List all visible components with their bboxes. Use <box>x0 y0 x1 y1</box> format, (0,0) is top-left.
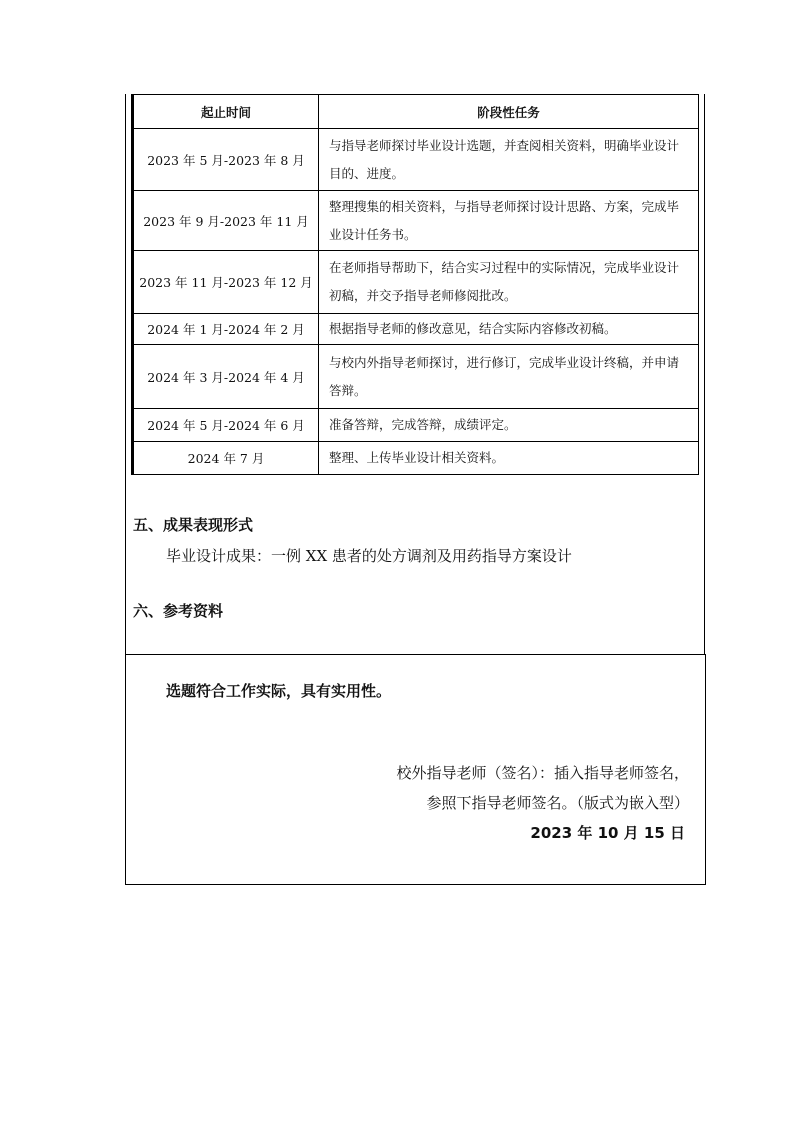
table-header-row <box>134 95 699 129</box>
table-row <box>134 409 699 442</box>
table-row <box>134 345 699 409</box>
results-description: 毕业设计成果：一例 XX 患者的处方调剂及用药指导方案设计 <box>166 547 572 565</box>
task-cell: 根据指导老师的修改意见，结合实际内容修改初稿。 <box>319 314 699 345</box>
period-cell: 2023 年 9 月-2023 年 11 月 <box>134 191 319 251</box>
task-cell: 整理、上传毕业设计相关资料。 <box>319 442 699 475</box>
signature-line-2: 参照下指导老师签名。（版式为嵌入型） <box>426 794 689 812</box>
period-cell: 2024 年 5 月-2024 年 6 月 <box>134 409 319 442</box>
period-cell: 2024 年 7 月 <box>134 442 319 475</box>
section-heading-references: 六、参考资料 <box>133 602 224 620</box>
table-row <box>134 314 699 345</box>
period-cell: 2023 年 11 月-2023 年 12 月 <box>134 251 319 314</box>
task-cell: 与指导老师探讨毕业设计选题，并查阅相关资料，明确毕业设计目的、进度。 <box>319 129 699 191</box>
period-cell: 2024 年 3 月-2024 年 4 月 <box>134 345 319 409</box>
period-cell: 2024 年 1 月-2024 年 2 月 <box>134 314 319 345</box>
task-cell: 准备答辩，完成答辩，成绩评定。 <box>319 409 699 442</box>
review-comment: 选题符合工作实际，具有实用性。 <box>166 682 392 700</box>
table-row <box>134 442 699 475</box>
table-row <box>134 191 699 251</box>
header-task: 阶段性任务 <box>319 95 699 129</box>
table-row <box>134 129 699 191</box>
signature-date: 2023 年 10 月 15 日 <box>530 824 685 842</box>
header-period: 起止时间 <box>134 95 319 129</box>
task-cell: 在老师指导帮助下，结合实习过程中的实际情况，完成毕业设计初稿，并交予指导老师修阅批改。 <box>319 251 699 314</box>
signature-line-1: 校外指导老师（签名）：插入指导老师签名， <box>396 764 689 782</box>
table-row <box>134 251 699 314</box>
task-cell: 整理搜集的相关资料，与指导老师探讨设计思路、方案，完成毕业设计任务书。 <box>319 191 699 251</box>
schedule-table <box>133 94 699 475</box>
period-cell: 2023 年 5 月-2023 年 8 月 <box>134 129 319 191</box>
task-cell: 与校内外指导老师探讨，进行修订，完成毕业设计终稿，并申请答辩。 <box>319 345 699 409</box>
section-heading-results: 五、成果表现形式 <box>133 516 254 534</box>
